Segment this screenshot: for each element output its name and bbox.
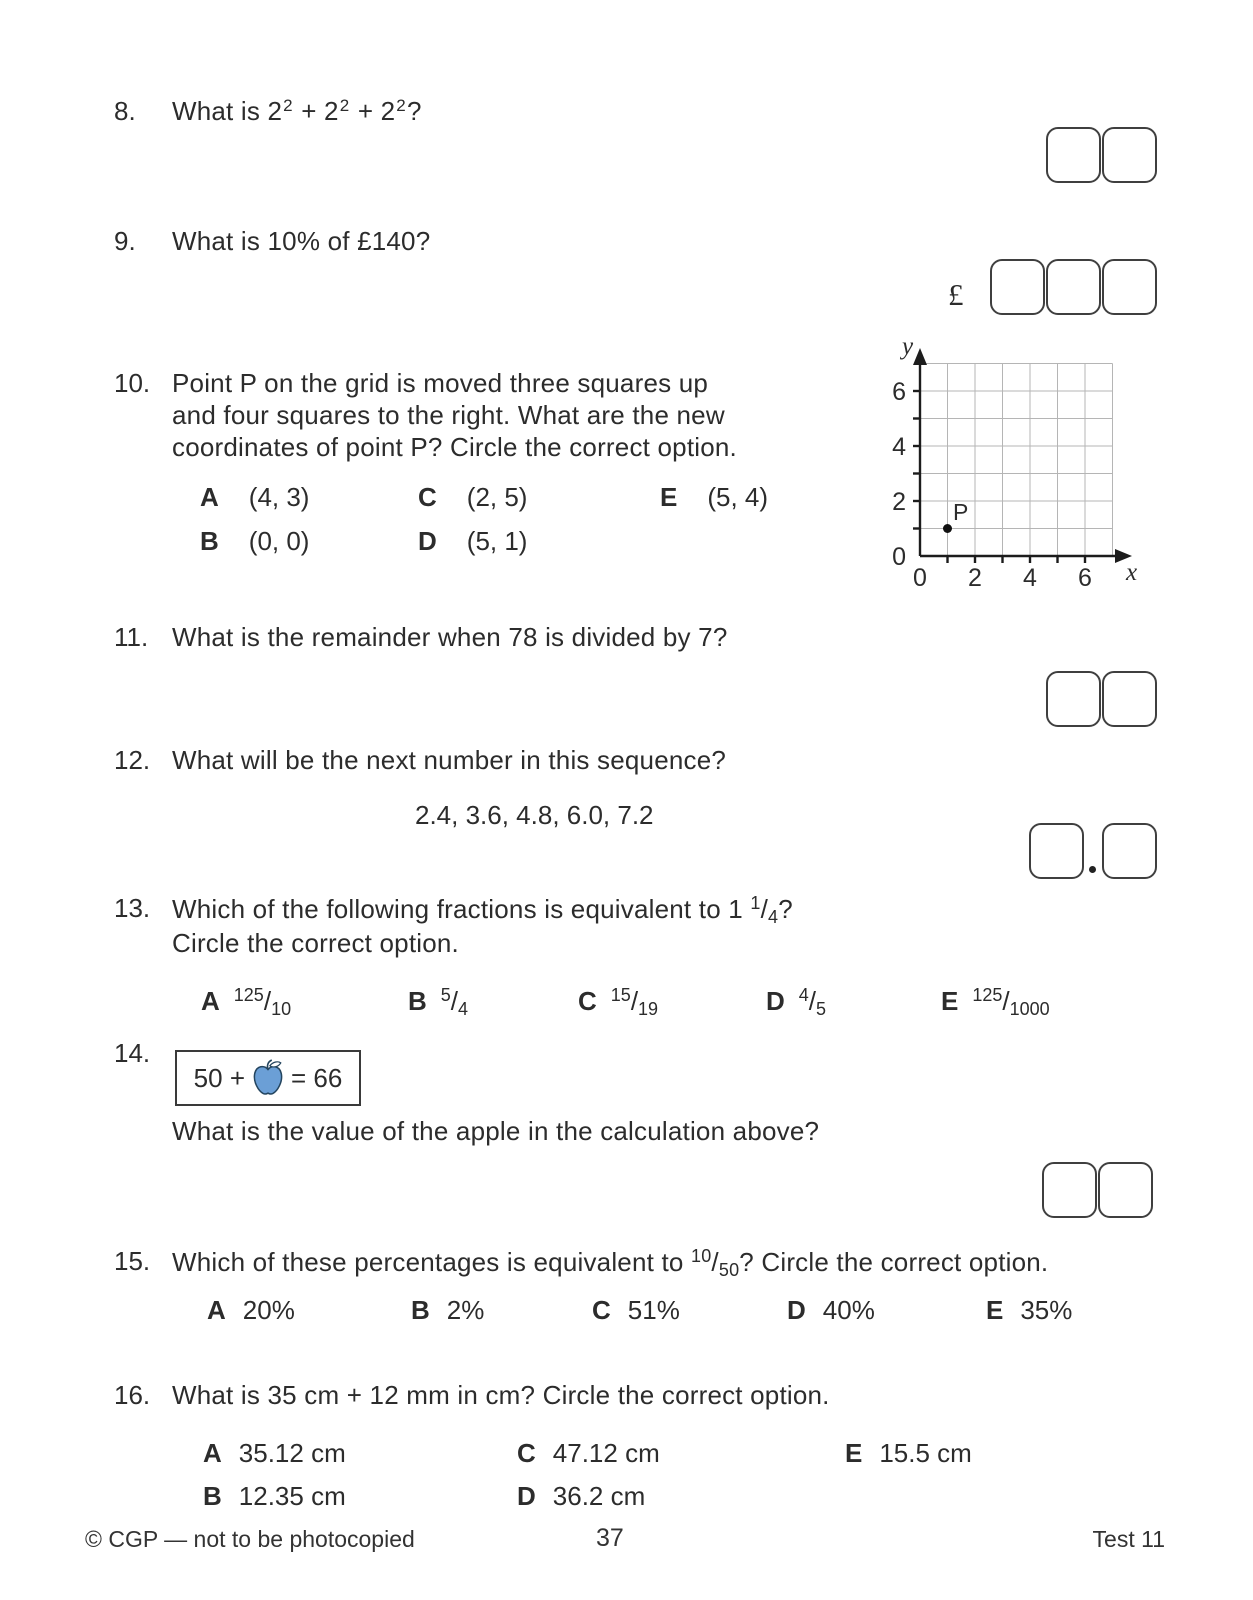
q10-option-d[interactable] [418,526,527,557]
x-tick-label: 6 [1078,564,1092,592]
footer-copyright: © CGP — not to be photocopied [85,1526,415,1552]
axes [913,362,1118,563]
page-number: 37 [596,1524,624,1552]
fraction-denominator: 50 [718,1260,740,1280]
question-14-number: 14. [114,1038,151,1068]
q13-fraction [750,893,779,927]
fraction-denominator: 10 [271,999,292,1019]
q13-option-b[interactable] [408,985,468,1020]
equation-prefix: 50 + [193,1062,245,1093]
question-10-number: 10. [114,368,151,398]
option-fraction [610,985,659,1019]
option-value: 40% [822,1295,875,1325]
question-8-number: 8. [114,96,136,126]
pound-sign: £ [948,277,964,312]
q14-equation-box [175,1050,361,1106]
option-label: E [986,1295,1004,1325]
equation-suffix: = 66 [291,1062,343,1093]
fraction-slash: / [760,894,769,924]
q11-answer-box-tens[interactable] [1046,671,1101,727]
y-tick-label: 6 [892,378,906,406]
fraction-denominator: 1000 [1009,999,1050,1019]
q8-answer-box-tens[interactable] [1046,127,1101,183]
option-label: C [418,482,437,512]
option-fraction [440,985,469,1019]
option-fraction [972,985,1050,1019]
q13-option-e[interactable] [941,985,1050,1020]
question-10-line3: coordinates of point P? Circle the correct option. [172,432,737,462]
x-tick-label: 0 [913,564,927,592]
q9-answer-box-3[interactable] [1102,259,1157,315]
q13-text-prefix: Which of the following fractions is equivalent to 1 [172,894,751,924]
question-9-number: 9. [114,226,136,256]
q16-option-c[interactable] [517,1438,660,1469]
option-value: (5, 1) [466,526,528,556]
q8-text-part: + 2 [350,96,396,126]
q16-option-b[interactable] [203,1481,346,1512]
q14-answer-box-units[interactable] [1098,1162,1153,1218]
option-value: 35% [1020,1295,1073,1325]
q13-option-c[interactable] [578,985,658,1020]
fraction-slash: / [808,986,817,1016]
q10-option-b[interactable] [200,526,309,557]
question-12-number: 12. [114,745,151,775]
option-fraction [798,985,827,1019]
option-label: E [845,1438,863,1468]
option-label: C [578,986,597,1016]
fraction-numerator: 15 [610,985,631,1005]
fraction-numerator: 1 [750,893,761,913]
question-11-text: What is the remainder when 78 is divided by 7? [172,622,728,652]
option-value: 36.2 cm [552,1481,646,1511]
q13-option-d[interactable] [766,985,826,1020]
option-label: A [203,1438,222,1468]
option-fraction [233,985,292,1019]
q15-text-suffix: ? Circle the correct option. [739,1247,1049,1277]
option-label: C [517,1438,536,1468]
fraction-numerator: 10 [691,1246,712,1266]
option-label: A [200,482,219,512]
fraction-slash: / [263,986,272,1016]
q15-option-b[interactable] [411,1295,484,1326]
q9-answer-box-1[interactable] [990,259,1045,315]
q10-option-e[interactable] [660,482,768,513]
q16-option-a[interactable] [203,1438,346,1469]
footer-test-label: Test 11 [1092,1526,1165,1552]
q12-answer-box-units[interactable] [1029,823,1084,879]
question-10-line1: Point P on the grid is moved three squares up [172,368,709,398]
coordinate-grid [862,334,1152,594]
question-13-line1 [172,893,793,928]
option-value: (2, 5) [466,482,528,512]
question-12-text: What will be the next number in this sequence? [172,745,727,775]
fraction-denominator: 4 [768,907,779,927]
question-13-number: 13. [114,893,151,923]
y-tick-label: 4 [892,433,906,461]
question-11-number: 11. [114,622,149,652]
option-label: D [517,1481,536,1511]
fraction-slash: / [450,986,459,1016]
q12-answer-box-tenths[interactable] [1102,823,1157,879]
q8-exponent: 2 [283,96,293,115]
q15-fraction [691,1246,740,1280]
q10-option-c[interactable] [418,482,527,513]
option-label: A [201,986,220,1016]
x-tick-label: 4 [1023,564,1037,592]
q13-option-a[interactable] [201,985,291,1020]
option-value: (0, 0) [248,526,310,556]
option-value: (4, 3) [248,482,310,512]
question-14-text: What is the value of the apple in the calculation above? [172,1116,820,1146]
q15-option-a[interactable] [207,1295,295,1326]
question-13-line2: Circle the correct option. [172,928,459,958]
q15-option-d[interactable] [787,1295,875,1326]
fraction-slash: / [630,986,639,1016]
apple-icon [251,1058,285,1098]
q8-answer-box-units[interactable] [1102,127,1157,183]
x-tick-label: 2 [968,564,982,592]
q8-text-part: ? [406,96,422,126]
option-label: A [207,1295,226,1325]
point-p-label: P [953,499,969,525]
q15-option-e[interactable] [986,1295,1072,1326]
question-15-text [172,1246,1048,1281]
q15-text-prefix: Which of these percentages is equivalent to [172,1247,691,1277]
option-label: B [408,986,427,1016]
option-label: B [411,1295,430,1325]
q11-answer-box-units[interactable] [1102,671,1157,727]
y-tick-label: 2 [892,488,906,516]
q16-option-d[interactable] [517,1481,645,1512]
option-label: B [200,526,219,556]
fraction-denominator: 5 [816,999,827,1019]
question-8-text [172,96,422,127]
option-label: C [592,1295,611,1325]
option-label: E [660,482,678,512]
fraction-slash: / [711,1247,719,1277]
question-15-number: 15. [114,1246,151,1276]
decimal-point [1089,866,1096,873]
option-label: D [418,526,437,556]
option-value: 2% [446,1295,485,1325]
option-label: E [941,986,959,1016]
q8-exponent: 2 [396,96,406,115]
y-axis-label: y [902,334,914,360]
fraction-denominator: 4 [458,999,469,1019]
option-value: (5, 4) [707,482,769,512]
fraction-numerator: 125 [972,985,1003,1005]
option-value: 20% [242,1295,295,1325]
fraction-denominator: 19 [638,999,659,1019]
fraction-slash: / [1002,986,1010,1016]
q8-exponent: 2 [339,96,350,115]
q12-sequence: 2.4, 3.6, 4.8, 6.0, 7.2 [415,800,654,830]
option-value: 35.12 cm [238,1438,346,1468]
question-9-text: What is 10% of £140? [172,226,431,256]
y-axis-arrow [913,348,927,365]
fraction-numerator: 125 [233,985,264,1005]
option-value: 12.35 cm [238,1481,346,1511]
point-p [943,524,952,533]
q14-answer-box-tens[interactable] [1042,1162,1097,1218]
fraction-numerator: 5 [440,985,451,1005]
option-value: 15.5 cm [879,1438,972,1468]
question-10-line2: and four squares to the right. What are the new [172,400,725,430]
q8-text-part: What is 2 [172,96,283,126]
option-value: 51% [627,1295,680,1325]
option-label: B [203,1481,222,1511]
y-tick-label: 0 [892,543,906,571]
option-value: 47.12 cm [552,1438,660,1468]
q16-option-e[interactable] [845,1438,972,1469]
option-label: D [787,1295,806,1325]
q8-text-part: + 2 [293,96,339,126]
q13-text-suffix: ? [778,894,793,924]
fraction-numerator: 4 [798,985,809,1005]
question-16-number: 16. [114,1380,151,1410]
option-label: D [766,986,785,1016]
q15-option-c[interactable] [592,1295,680,1326]
x-axis-label: x [1126,559,1138,586]
q10-option-a[interactable] [200,482,309,513]
question-16-text: What is 35 cm + 12 mm in cm? Circle the correct option. [172,1380,830,1410]
q9-answer-box-2[interactable] [1046,259,1101,315]
